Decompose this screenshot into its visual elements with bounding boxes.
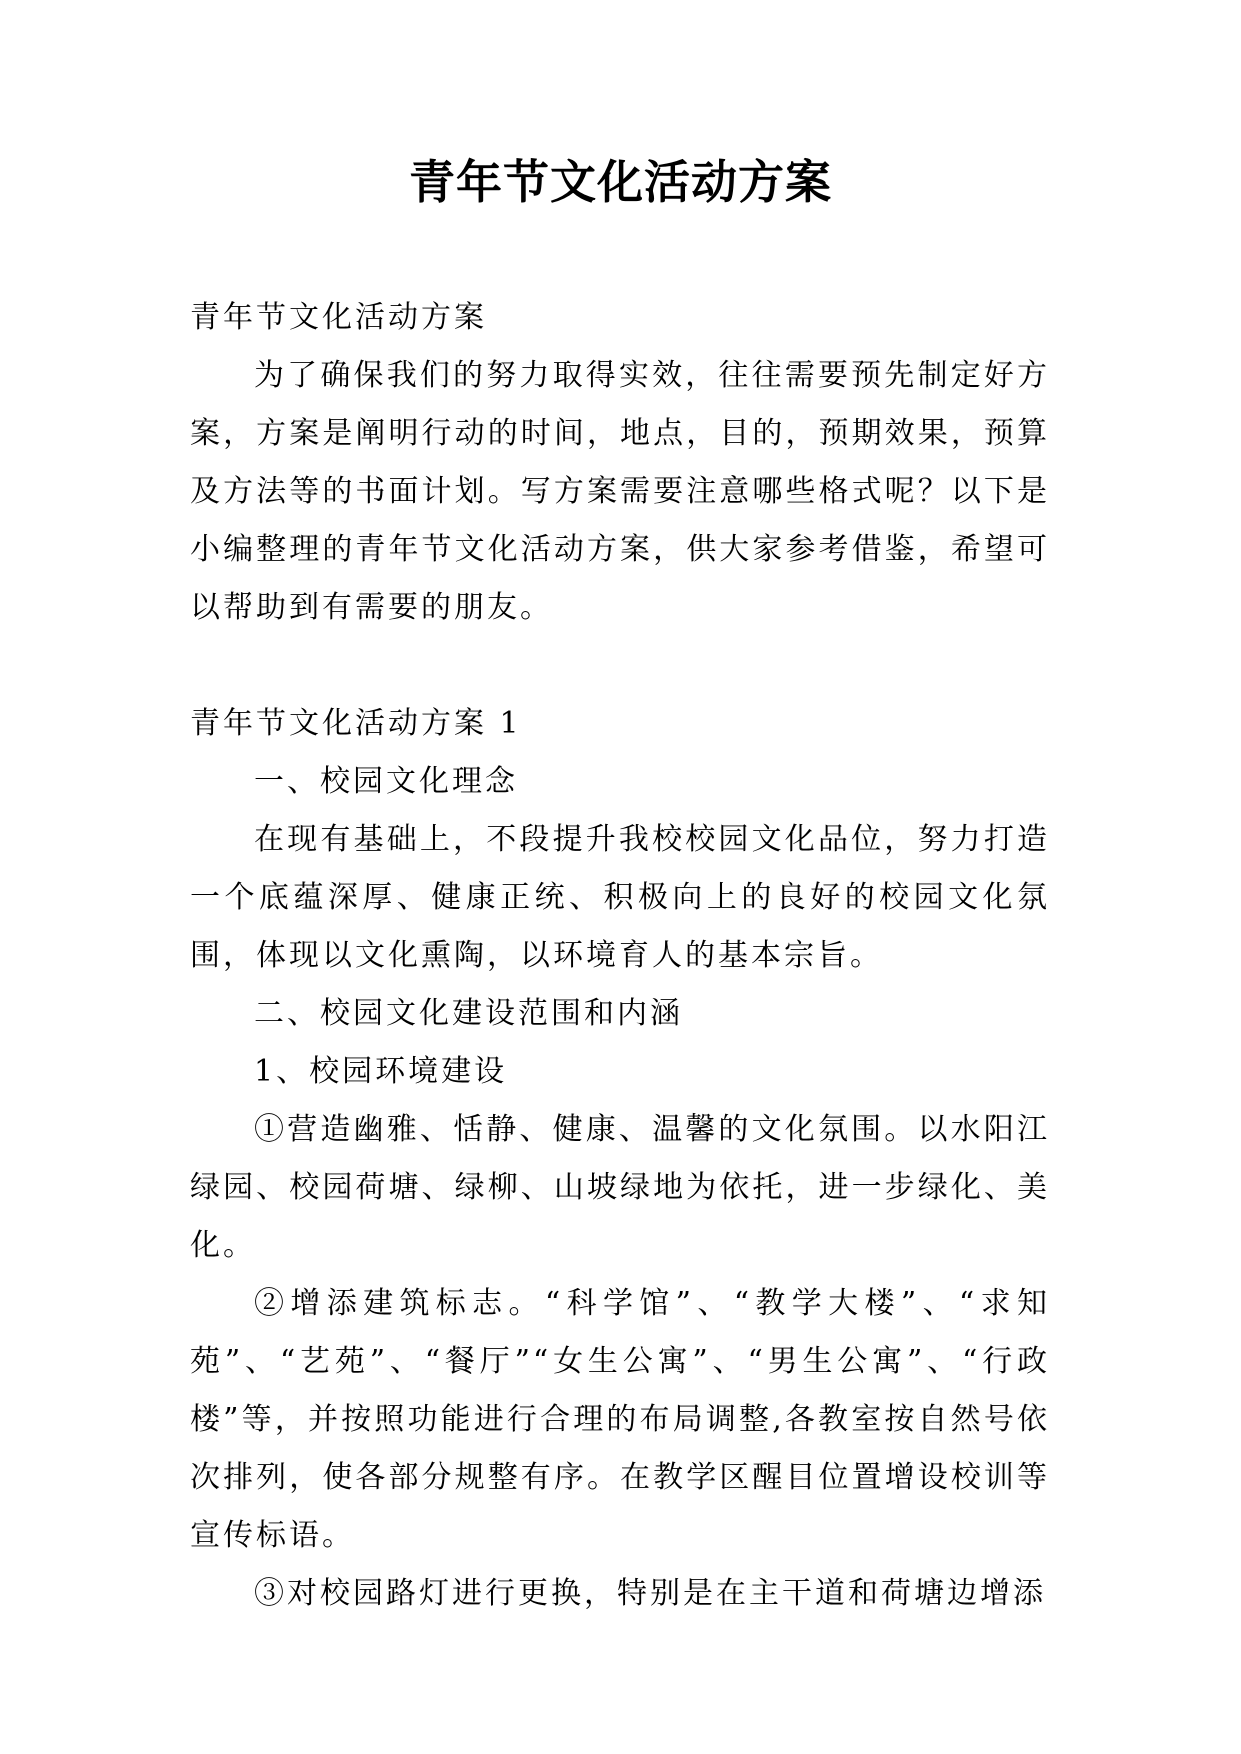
list-item-3: ③对校园路灯进行更换，特别是在主干道和荷塘边增添 [254,1576,1046,1611]
document-body [190,289,1050,1623]
heading-environment-construction: 1、校园环境建设 [254,1054,508,1089]
list-item-2: ②增添建筑标志。“科学馆”、“教学大楼”、“求知苑”、“艺苑”、“餐厅”“女生公寓”、“男生公寓”、“行政楼”等，并按照功能进行合理的布局调整,各教室按自然号依次排列，使各部分规整有序。在教学区醒目位置增设校训等宣传标语。 [190,1286,1050,1553]
document-title: 青年节文化活动方案 [409,155,832,209]
heading-scope-and-content: 二、校园文化建设范围和内涵 [254,996,683,1031]
intro-paragraph: 为了确保我们的努力取得实效，往往需要预先制定好方案，方案是阐明行动的时间，地点，目的，预期效果，预算及方法等的书面计划。写方案需要注意哪些格式呢？以下是小编整理的青年节文化活动方案，供大家参考借鉴，希望可以帮助到有需要的朋友。 [190,358,1050,625]
paragraph-concept: 在现有基础上，不段提升我校校园文化品位，努力打造一个底蕴深厚、健康正统、积极向上的良好的校园文化氛围，体现以文化熏陶，以环境育人的基本宗旨。 [190,822,1050,973]
document-subtitle: 青年节文化活动方案 [190,300,487,335]
section-heading: 青年节文化活动方案 1 [190,706,522,741]
heading-campus-culture-concept: 一、校园文化理念 [254,764,518,799]
list-item-1: ①营造幽雅、恬静、健康、温馨的文化氛围。以水阳江绿园、校园荷塘、绿柳、山坡绿地为依托，进一步绿化、美化。 [190,1112,1050,1263]
